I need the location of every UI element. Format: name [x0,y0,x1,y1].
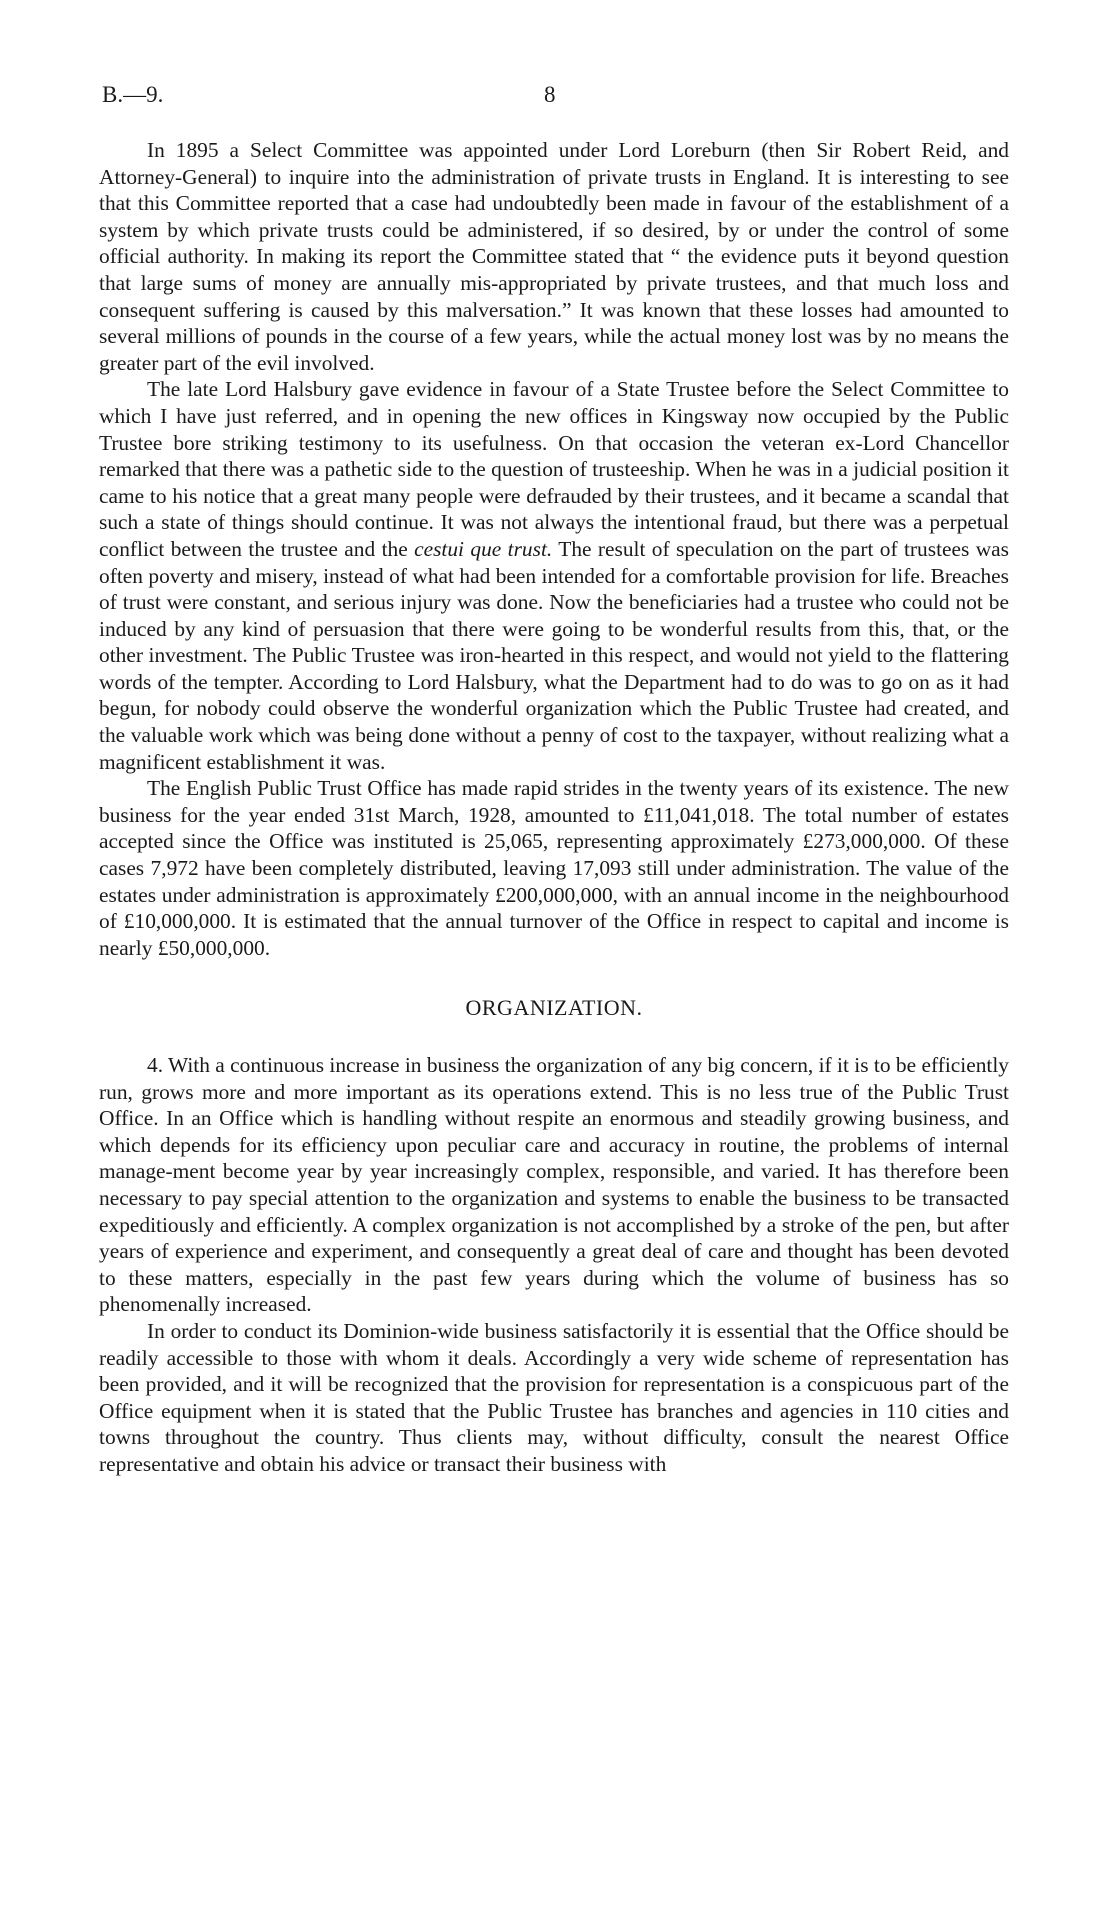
paragraph-lord-halsbury [99,376,1009,775]
body-text [99,137,1009,1478]
page-number: 8 [544,82,556,107]
document-reference: B.—9. [102,82,164,107]
paragraph-organization-4: 4. With a continuous increase in business the organization of any big concern, if it is to be efficiently run, grows more and more important as its operations extend. This is no less true of the Public Trust Office. In an Office which is handling without respite an enormous and steadily growing business, and which depends for its efficiency upon peculiar care and accuracy in routine, the problems of internal manage-ment become year by year increasingly complex, responsible, and varied. It has therefore been necessary to pay special attention to the organization and systems to enable the business to be transacted expeditiously and efficiently. A complex organization is not accomplished by a stroke of the pen, but after years of experience and experiment, and consequently a great deal of care and thought has been devoted to these matters, especially in the past few years during which the volume of business has so phenomenally increased. [99,1053,1009,1317]
paragraph-lord-halsbury-text-1: The late Lord Halsbury gave evidence in favour of a State Trustee before the Select Committee to which I have just referred, and in opening the new offices in Kingsway now occupied by the Public Trustee bore striking testimony to its usefulness. On that occasion the veteran ex-Lord Chancellor remarked that there was a pathetic side to the question of trusteeship. When he was in a judicial position it came to his notice that a great many people were defrauded by their trustees, and it became a scandal that such a state of things should continue. It was not always the intentional fraud, but there was a perpetual conflict between the trustee and the [99,377,1009,561]
latin-term-cestui-que-trust: cestui que trust. [414,536,553,561]
paragraph-representation: In order to conduct its Dominion-wide business satisfactorily it is essential that the Office should be readily accessible to those with whom it deals. Accordingly a very wide scheme of representation has been provided, and it will be recognized that the provision for representation is a conspicuous part of the Office equipment when it is stated that the Public Trustee has branches and agencies in 110 cities and towns throughout the country. Thus clients may, without difficulty, consult the nearest Office representative and obtain his advice or transact their business with [99,1318,1009,1476]
paragraph-lord-halsbury-text-2: The result of speculation on the part of trustees was often poverty and misery, instead of what had been intended for a comfortable provision for life. Breaches of trust were constant, and serious injury was done. Now the beneficiaries had a trustee who could not be induced by any kind of persuasion that there were going to be wonderful results from this, that, or the other investment. The Public Trustee was iron-hearted in this respect, and would not yield to the flattering words of the tempter. According to Lord Halsbury, what the Department had to do was to go on as it had begun, for nobody could observe the wonderful organization which the Public Trustee had created, and the valuable work which was being done without a penny of cost to the taxpayer, without realizing what a magnificent establishment it was. [99,536,1009,774]
paragraph-select-committee: In 1895 a Select Committee was appointed under Lord Loreburn (then Sir Robert Reid, and Attorney-General) to inquire into the administration of private trusts in England. It is interesting to see that this Committee reported that a case had undoubtedly been made in favour of the establishment of a system by which private trusts could be administered, if so desired, by or under the control of some official authority. In making its report the Committee stated that “ the evidence puts it beyond question that large sums of money are annually mis-appropriated by private trustees, and that much loss and consequent suffering is caused by this malversation.” It was known that these losses had amounted to several millions of pounds in the course of a few years, while the actual money lost was by no means the greater part of the evil involved. [99,138,1009,375]
section-heading-organization: ORGANIZATION. [465,995,643,1021]
paragraph-english-public-trust-office: The English Public Trust Office has made rapid strides in the twenty years of its existence. The new business for the year ended 31st March, 1928, amounted to £11,041,018. The total number of estates accepted since the Office was instituted is 25,065, representing approximately £273,000,000. Of these cases 7,972 have been completely distributed, leaving 17,093 still under administration. The value of the estates under administration is approximately £200,000,000, with an annual income in the neighbourhood of £10,000,000. It is estimated that the annual turnover of the Office in respect to capital and income is nearly £50,000,000. [99,776,1009,960]
